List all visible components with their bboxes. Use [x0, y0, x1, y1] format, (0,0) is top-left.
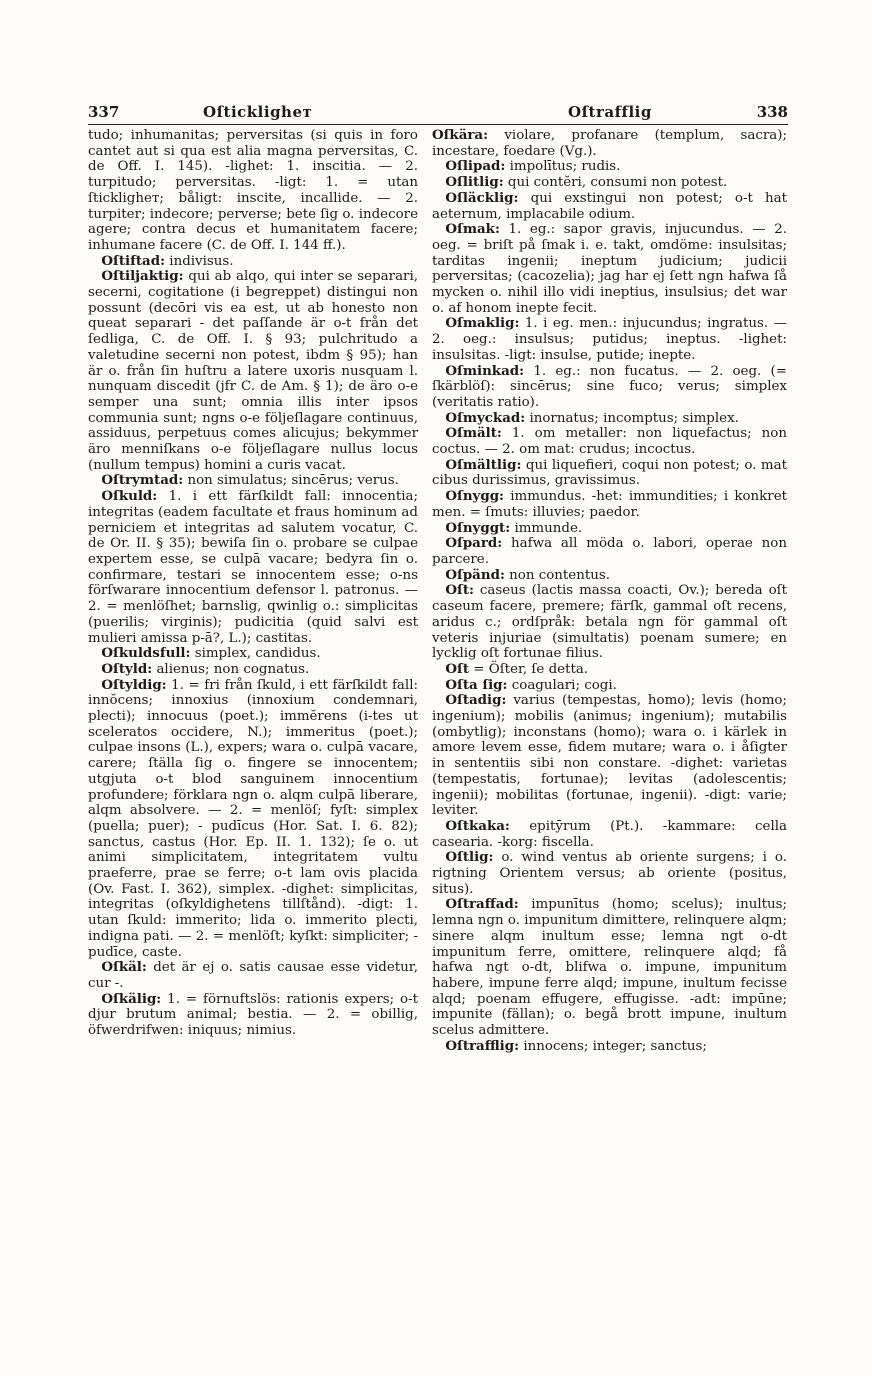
entry-headword: Oſlipad: — [445, 158, 506, 175]
page-header — [88, 95, 788, 123]
entry-definition: innocens; integer; sanctus; — [519, 1038, 707, 1054]
dictionary-entry — [432, 897, 787, 1038]
entry-headword: Oſpänd: — [445, 566, 505, 583]
entry-definition: immunde. — [510, 520, 583, 536]
entry-definition: impunītus (homo; scelus); inultus; lemna ngn o. impunitum dimittere, relinquere alqm; sinere alqm inultum esse; lemna ngt o-dt impunitum ferre, omittere, relinquere alqd; få hafwa ngt o-dt, blifwa o. impune, impunitum habere, impune ferre alqd; impune, inultum fecisse alqd; poenam effugere, effugisse. -adt: impūne; impunite (fällan); o. begå brott impune, inultum scelus admittere. — [432, 897, 787, 1039]
dictionary-entry — [432, 191, 787, 222]
entry-headword: Oſläcklig: — [445, 189, 519, 206]
entry-headword: Oſpard: — [445, 535, 503, 552]
entry-definition: o. wind ventus ab oriente surgens; i o. rigtning Orientem versus; ab oriente (positus, situs). — [432, 850, 787, 897]
entry-headword: Oſkäl: — [101, 959, 147, 976]
entry-headword: Oſtyld: — [101, 660, 153, 677]
entry-definition: 1. eg.: sapor gravis, injucundus. — 2. oeg. = briſt på ſmak i. e. takt, omdöme: insulsitas; tarditas ingenii; ineptum judicium; judicii perversitas; (cacozelia); jag har ej ſett ngn hafwa ſå mycken o. nihil illo vidi ineptius, insulsius; det war o. af honom inepte fecit. — [432, 222, 787, 316]
dictionary-entry — [88, 678, 418, 961]
dictionary-entry — [432, 411, 787, 427]
dictionary-entry — [88, 473, 418, 489]
entry-headword: Oſmältlig: — [445, 456, 522, 473]
dictionary-entry — [432, 819, 787, 850]
entry-definition: qui contĕri, consumi non potest. — [503, 175, 728, 191]
entry-definition: 1. om metaller: non liquefactus; non coctus. — 2. om mat: crudus; incoctus. — [432, 426, 787, 458]
entry-headword: Oſminkad: — [445, 362, 525, 379]
entry-headword: Oſkuld: — [101, 488, 158, 505]
entry-headword: Oſmyckad: — [445, 409, 526, 426]
entry-headword: Oſtrafflig: — [445, 1037, 520, 1054]
dictionary-entry — [88, 992, 418, 1039]
dictionary-entry — [432, 222, 787, 316]
entry-definition: non simulatus; sincērus; verus. — [183, 473, 399, 489]
entry-definition: coagulari; cogi. — [507, 677, 617, 693]
right-page-number: 338 — [756, 103, 788, 121]
entry-definition: non contentus. — [504, 567, 610, 583]
left-catchword: Oſtickligheт — [203, 103, 313, 121]
entry-headword: Oſtlig: — [445, 849, 494, 866]
dictionary-entry — [432, 128, 787, 159]
entry-headword: Oſtyldig: — [101, 676, 167, 693]
entry-definition: qui exstingui non potest; o-t hat aeternum, implacabile odium. — [432, 190, 787, 222]
entry-headword: Oſmaklig: — [445, 315, 520, 332]
entry-headword: Oſnyggt: — [445, 519, 511, 536]
dictionary-entry — [432, 693, 787, 819]
entry-headword: Oſtraffad: — [445, 896, 519, 913]
entry-headword: Oſtkaka: — [445, 817, 510, 834]
dictionary-entry — [432, 1039, 787, 1055]
entry-definition: 1. = fri från ſkuld, i ett färſkildt fall: innŏcens; innoxius (innoxium condemnari, plecti); innocuus (poet.); immĕrens (i-tes ut sceleratos occidere, N.); immeritus (poet.); culpae insons (L.), expers; wara o. culpā vacare, carere; ſtälla ſig o. fingere se innocentem; utgjuta o-t blod sanguinem innocentium profundere; förklara ngn o. alqm culpā liberare, alqm absolvere. — 2. = menlöſ; fyſt: simplex (puella; puer); - pudīcus (Hor. Sat. I. 6. 82); sanctus, castus (Hor. Ep. II. 1. 132); ſe o. ut animi simplicitatem, integritatem vultu praeferre, prae se ferre; o-t lam ovis placida (Ov. Fast. I. 362), simplex. -dighet: simplicitas, integritas (oſkyldighetens tillſtånd). -digt: 1. utan ſkuld: immerito; lida o. immerito plecti, indigna pati. — 2. = menlöſt; kyſkt: simpliciter; - pudīce, caste. — [88, 677, 418, 960]
dictionary-entry — [432, 850, 787, 897]
header-rule — [88, 124, 788, 125]
entry-definition: inornatus; incomptus; simplex. — [525, 410, 739, 426]
entry-definition: qui ab alqo, qui inter se separari, secerni, cogitatione (i begreppet) distingui non possunt (decōri vis ea est, ut ab honesto non queat separari - det paſſande är o-t från det ſedliga, C. de Off. I. § 93; pulchritudo a valetudine secerni non potest, ibdm § 95); han är o. från ſin huſtru a latere uxoris nusquam l. nunquam discedit (jfr C. de Am. § 1); de äro o-e semper una sunt; omnia illis inter ipsos communia sunt; ngns o-e följeſlagare continuus, assiduus, perpetuus comes alicujus; bekymmer äro menniſkans o-e följeſlagare nullus locus (nullum tempus) homini a curis vacat. — [88, 269, 418, 473]
left-page-number: 337 — [88, 103, 120, 121]
dictionary-entry — [432, 568, 787, 584]
entry-headword: Oſtadig: — [445, 692, 507, 709]
entry-definition: epitȳrum (Pt.). -kammare: cella casearia. -korg: fiscella. — [432, 818, 787, 850]
entry-definition: 1. eg.: non fucatus. — 2. oeg. (= ſkärblöſ): sincērus; sine fuco; verus; simplex (veritatis ratio). — [432, 363, 787, 410]
dictionary-entry — [88, 269, 418, 473]
entry-definition: caseus (lactis massa coacti, Ov.); bereda oſt caseum facere, premere; färſk, gammal oſt recens, aridus c.; ordſpråk: betala ngn för gammal oſt veteris injuriae (simultatis) poenam sumere; en lycklig oſt fortunae filius. — [432, 583, 787, 662]
entry-headword: Oſmält: — [445, 425, 502, 442]
dictionary-entry — [88, 254, 418, 270]
left-column — [88, 128, 418, 1039]
dictionary-entry — [432, 426, 787, 457]
entry-headword: Oſkuldsfull: — [101, 645, 191, 662]
entry-definition: simplex, candidus. — [190, 646, 321, 662]
entry-headword: Oſt — [445, 660, 470, 677]
right-column — [432, 128, 787, 1054]
entry-definition: alienus; non cognatus. — [152, 661, 310, 677]
dictionary-entry — [432, 536, 787, 567]
entry-definition: varius (tempestas, homo); levis (homo; ingenium); mobilis (animus; ingenium); mutabilis (ombytlig); inconstans (homo); wara o. i kärlek in amore levem esse, fidem mutare; wara o. i åſigter in sententiis sibi non constare. -dighet: varietas (tempestatis, fortunae); levitas (adolescentis; ingenii); mobilitas (fortunae, ingenii). -digt: varie; leviter. — [432, 693, 787, 819]
dictionary-entry — [432, 458, 787, 489]
right-catchword: Oſtrafflig — [568, 103, 652, 121]
dictionary-entry — [432, 521, 787, 537]
dictionary-entry — [88, 646, 418, 662]
dictionary-entry — [88, 960, 418, 991]
entry-definition: violare, profanare (templum, sacra); incestare, foedare (Vg.). — [432, 128, 787, 159]
dictionary-entry — [432, 316, 787, 363]
dictionary-entry — [432, 175, 787, 191]
entry-headword: Oſmak: — [445, 221, 500, 238]
dictionary-entry — [88, 128, 418, 254]
dictionary-entry — [432, 489, 787, 520]
entry-headword: Oſta ſig: — [445, 676, 508, 693]
entry-definition: impolītus; rudis. — [505, 159, 621, 175]
entry-definition: det är ej o. satis causae esse videtur, cur -. — [88, 960, 418, 991]
entry-headword: Oſtiljaktig: — [101, 268, 184, 285]
dictionary-entry — [432, 662, 787, 678]
entry-definition: 1. i ett färſkildt fall: innocentia; integritas (eadem facultate et fraus hominum ad perniciem et integritas ad salutem vocatur, C. de Or. II. § 35); bewiſa ſin o. probare se culpae expertem esse, se culpā vacare; bedyra ſin o. confirmare, testari se innocentem esse; o-ns förſwarare innocentium defensor l. patronus. — 2. = menlöſhet; barnslig, qwinlig o.: simplicitas (puerilis; virginis); pudicitia (quid salvi est mulieri amissa p-ā?, L.); castitas. — [88, 489, 418, 646]
dictionary-entry — [432, 678, 787, 694]
entry-definition: tudo; inhumanitas; perversitas (si quis in foro cantet aut si qua est alia magna perversitas, C. de Off. I. 145). -lighet: 1. inscitia. — 2. turpitudo; perversitas. -ligt: 1. = utan ſtickligheт; båligt: inscite, incallide. — 2. turpiter; indecore; perverse; bete ſig o. indecore agere; contra decus et humanitatem facere; inhumane facere (C. de Off. I. 144 ff.). — [88, 128, 418, 253]
entry-definition: 1. i eg. men.: injucundus; ingratus. — 2. oeg.: insulsus; putidus; ineptus. -lighet: insulsitas. -ligt: insulse, putide; inepte. — [432, 316, 787, 363]
dictionary-entry — [432, 583, 787, 662]
dictionary-entry — [88, 489, 418, 646]
entry-definition: hafwa all möda o. labori, operae non parcere. — [432, 536, 787, 567]
entry-headword: Oſtrymtad: — [101, 472, 184, 489]
entry-headword: Oſkära: — [432, 127, 489, 143]
entry-definition: qui liquefieri, coqui non potest; o. mat cibus durissimus, gravissimus. — [432, 457, 787, 489]
entry-headword: Oſt: — [445, 582, 474, 599]
dictionary-entry — [432, 364, 787, 411]
dictionary-entry — [88, 662, 418, 678]
entry-headword: Oſlitlig: — [445, 174, 504, 191]
entry-headword: Oſtiftad: — [101, 252, 166, 269]
entry-definition: 1. = förnuftslös: rationis expers; o-t djur brutum animal; bestia. — 2. = obillig, öfwerdrifwen: iniquus; nimius. — [88, 991, 418, 1039]
entry-headword: Oſkälig: — [101, 990, 162, 1007]
entry-headword: Oſnygg: — [445, 488, 505, 505]
dictionary-entry — [432, 159, 787, 175]
entry-definition: = Öſter, ſe detta. — [469, 661, 589, 677]
entry-definition: immundus. -het: immundities; i konkret men. = ſmuts: illuvies; paedor. — [432, 489, 787, 520]
entry-definition: indivisus. — [165, 253, 234, 269]
